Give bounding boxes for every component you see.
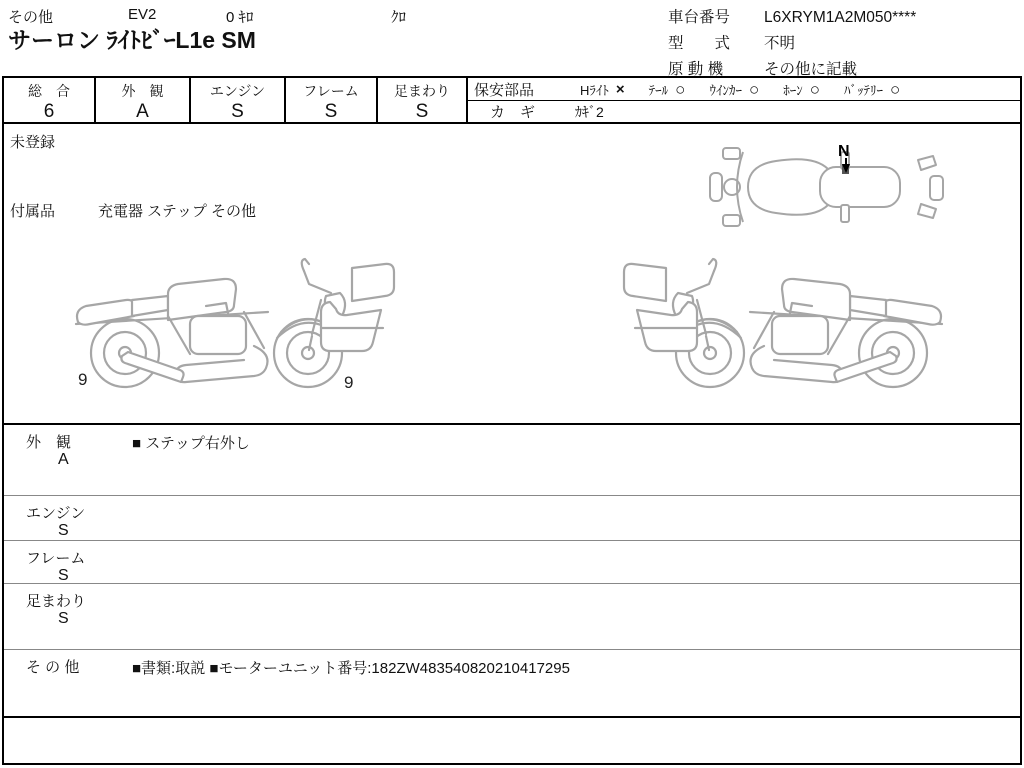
section-empty [4,718,1020,763]
grade-cell-exterior [96,78,191,122]
chassis-number-label: 車台番号 [668,9,731,26]
accessories-label: 付属品 [10,203,56,220]
color-code: ｸﾛ [391,9,407,26]
damage-code: 9 [78,370,88,389]
vehicle-category: その他 [8,9,54,26]
grade-label: 総 合 [28,83,70,99]
safety-item-name: ｳｲﾝｶｰ [709,82,742,98]
status-ok-circle-icon: ○ [675,79,686,99]
section-undercarriage [4,584,1020,650]
grade-cell-engine [191,78,286,122]
section-grade: S [58,522,69,539]
key-row [468,100,1020,122]
bike-top-view-diagram [696,140,948,234]
safety-item-winker [709,80,759,99]
section-note: ■ ステップ右外し [132,435,250,452]
status-ok-circle-icon: ○ [748,79,760,99]
section-grade: S [58,567,69,584]
model-type-label: 型 式 [668,35,731,52]
grade-label: フレーム [303,83,359,99]
key-value: ｶｷﾞ2 [575,103,604,120]
section-engine [4,496,1020,541]
sheet-frame [2,76,1022,765]
motor-label: 原 動 機 [668,61,724,78]
safety-item-tail [649,80,686,99]
vehicle-title: サーロン ﾗｲﾄﾋﾞｰL1e SM [8,27,256,53]
safety-item-name: Hﾗｲﾄ [580,82,609,98]
section-other [4,650,1020,718]
section-exterior [4,425,1020,496]
section-grade: S [58,610,69,627]
chassis-number-row [668,5,916,31]
grade-cell-undercarriage [378,78,468,122]
registration-status: 未登録 [10,134,56,151]
status-ok-circle-icon: ○ [890,79,901,99]
vehicle-code: EV2 [128,6,157,23]
motor-value: その他に記載 [764,61,858,78]
grade-value: 6 [43,101,55,122]
damage-code: 9 [344,373,354,392]
safety-parts-cell [468,78,1020,122]
grade-label: 外 観 [121,83,164,99]
section-label: 外 観 [26,434,72,451]
safety-parts-label: 保安部品 [474,81,535,99]
model-type-row [668,31,916,57]
section-label: フレーム [26,550,86,567]
bike-side-view-left [68,256,408,396]
section-label: そ の 他 [26,659,80,676]
safety-item-name: ﾊﾞｯﾃﾘｰ [844,82,884,98]
safety-item-name: ﾃｰﾙ [648,82,669,98]
model-type-value: 不明 [764,35,796,52]
safety-item-horn [783,80,820,99]
section-frame [4,541,1020,584]
grade-cell-overall [4,78,96,122]
key-label: カ ギ [490,104,536,121]
diagram-area [4,124,1020,425]
vehicle-id-block [668,5,916,83]
section-grade: A [58,451,69,468]
grade-summary-table [4,78,1020,124]
grade-label: エンジン [209,83,266,99]
safety-item-headlight [580,80,625,99]
accessories-value: 充電器 ステップ その他 [98,203,257,220]
safety-item-name: ﾎｰﾝ [783,82,803,98]
chassis-number-value: L6XRYM1A2M050**** [764,9,917,26]
grade-cell-frame [286,78,378,122]
bike-side-view-right [610,256,950,396]
safety-parts-row [468,78,1020,100]
status-ok-circle-icon: ○ [809,79,821,99]
grade-value: S [415,101,429,122]
grade-value: S [324,101,338,122]
section-label: 足まわり [26,593,87,610]
north-mark-label: N [838,143,850,160]
grade-label: 足まわり [394,83,450,99]
grade-value: S [231,101,244,122]
mileage: 0 ｷﾛ [226,9,254,26]
safety-item-battery [844,80,900,99]
section-note: ■書類:取説 ■モーターユニット番号:182ZW483540820210417295 [132,660,570,677]
grade-value: A [136,101,149,122]
status-ng-cross-icon: × [615,80,625,98]
section-label: エンジン [26,505,86,522]
